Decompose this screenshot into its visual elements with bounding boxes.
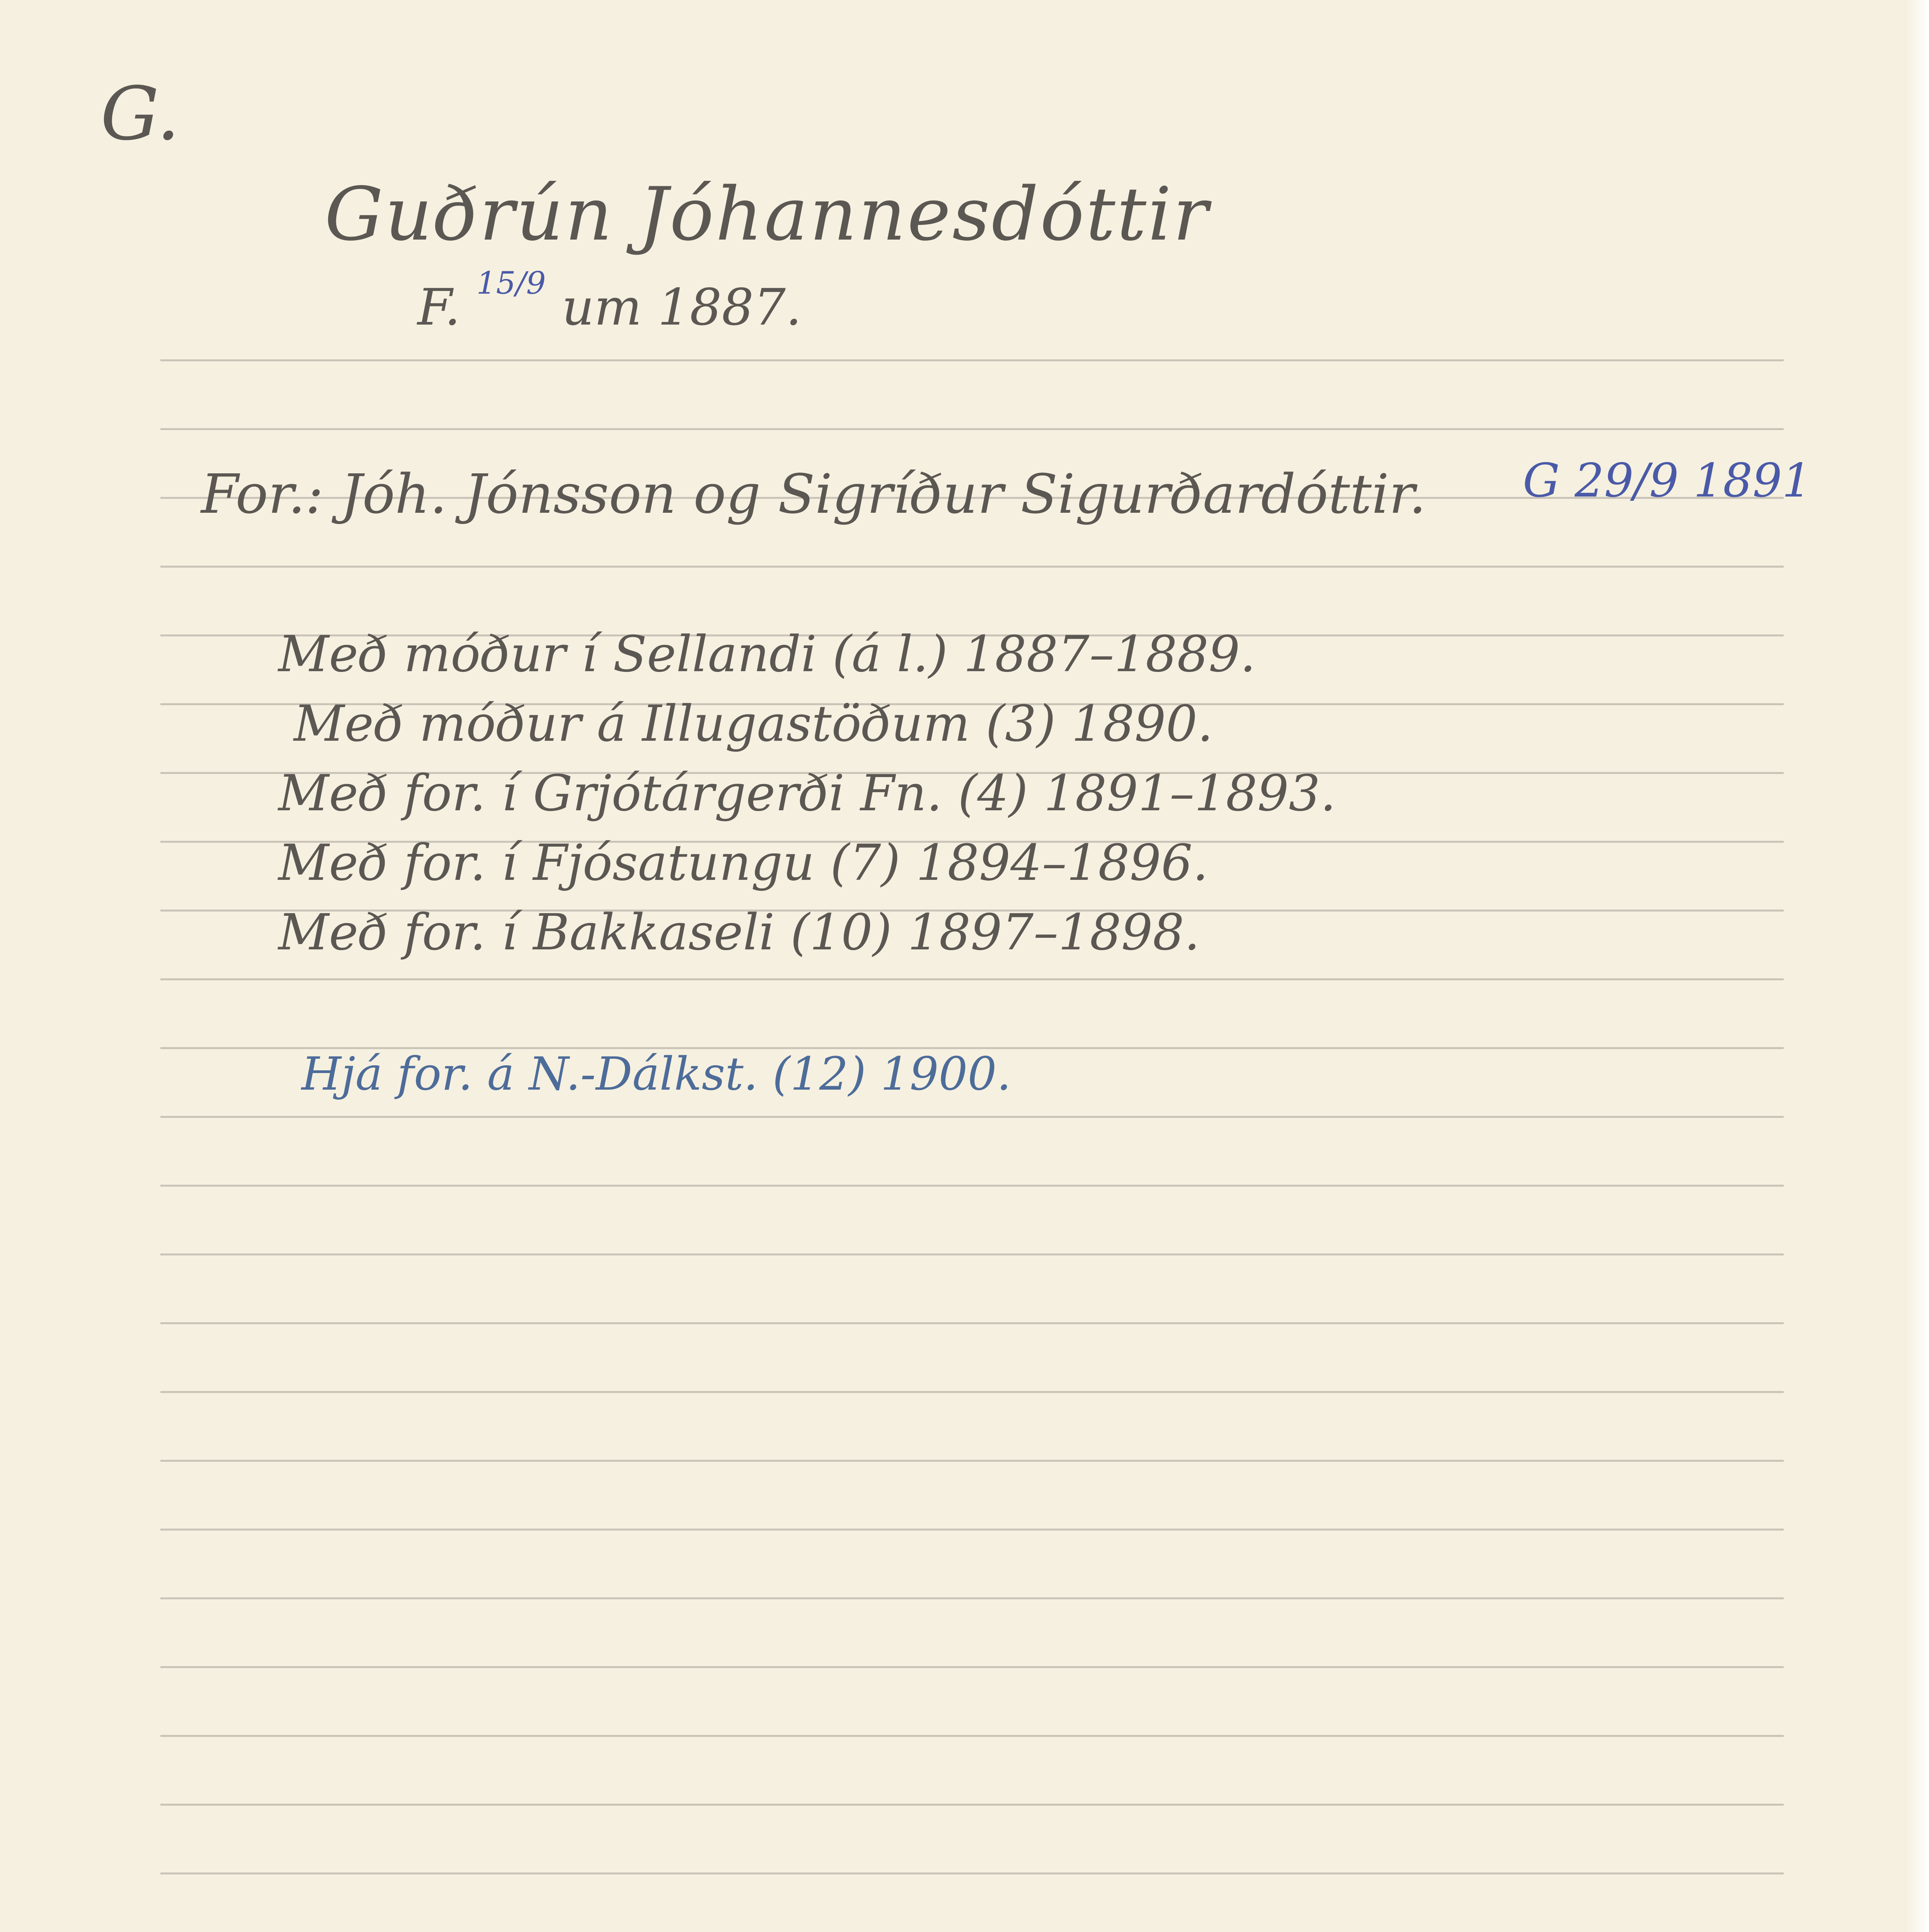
ruled-line	[160, 978, 1784, 980]
residence-line: Með for. í Grjótárgerði Fn. (4) 1891–1893.	[278, 765, 1336, 822]
ruled-line	[160, 1735, 1784, 1737]
ruled-line	[160, 1391, 1784, 1393]
later-residence-line: Hjá for. á N.-Dálkst. (12) 1900.	[301, 1047, 1011, 1100]
ruled-line	[160, 1804, 1784, 1806]
ruled-line	[160, 428, 1784, 430]
ruled-line	[160, 1597, 1784, 1599]
ruled-line	[160, 1872, 1784, 1874]
ruled-line	[160, 1529, 1784, 1531]
ruled-line	[160, 1460, 1784, 1462]
residence-line: Með móður í Sellandi (á l.) 1887–1889.	[278, 626, 1256, 683]
residence-line: Með for. í Bakkaseli (10) 1897–1898.	[278, 904, 1200, 961]
residence-line: Með for. í Fjósatungu (7) 1894–1896.	[278, 834, 1209, 892]
birth-year: 1887.	[657, 278, 802, 337]
birth-line	[417, 265, 802, 337]
ruled-line	[160, 359, 1784, 361]
ruled-line	[160, 1253, 1784, 1255]
ruled-line	[160, 1116, 1784, 1118]
page-edge-shade	[1906, 0, 1929, 1932]
residence-line: Með móður á Illugastöðum (3) 1890.	[294, 695, 1213, 753]
ruled-line	[160, 1666, 1784, 1668]
birth-word: um	[562, 278, 642, 337]
corner-letter: G.	[100, 71, 180, 156]
ruled-line	[160, 1322, 1784, 1324]
ruled-line	[160, 1185, 1784, 1187]
person-name: Guðrún Jóhannesdóttir	[325, 172, 1210, 257]
ruled-line	[160, 566, 1784, 568]
birth-prefix: F.	[417, 278, 461, 337]
parents-line: For.: Jóh. Jónsson og Sigríður Sigurðardóttir.	[201, 463, 1426, 526]
birth-date: 15/9	[476, 265, 546, 301]
parents-annotation: G 29/9 1891	[1523, 454, 1812, 508]
